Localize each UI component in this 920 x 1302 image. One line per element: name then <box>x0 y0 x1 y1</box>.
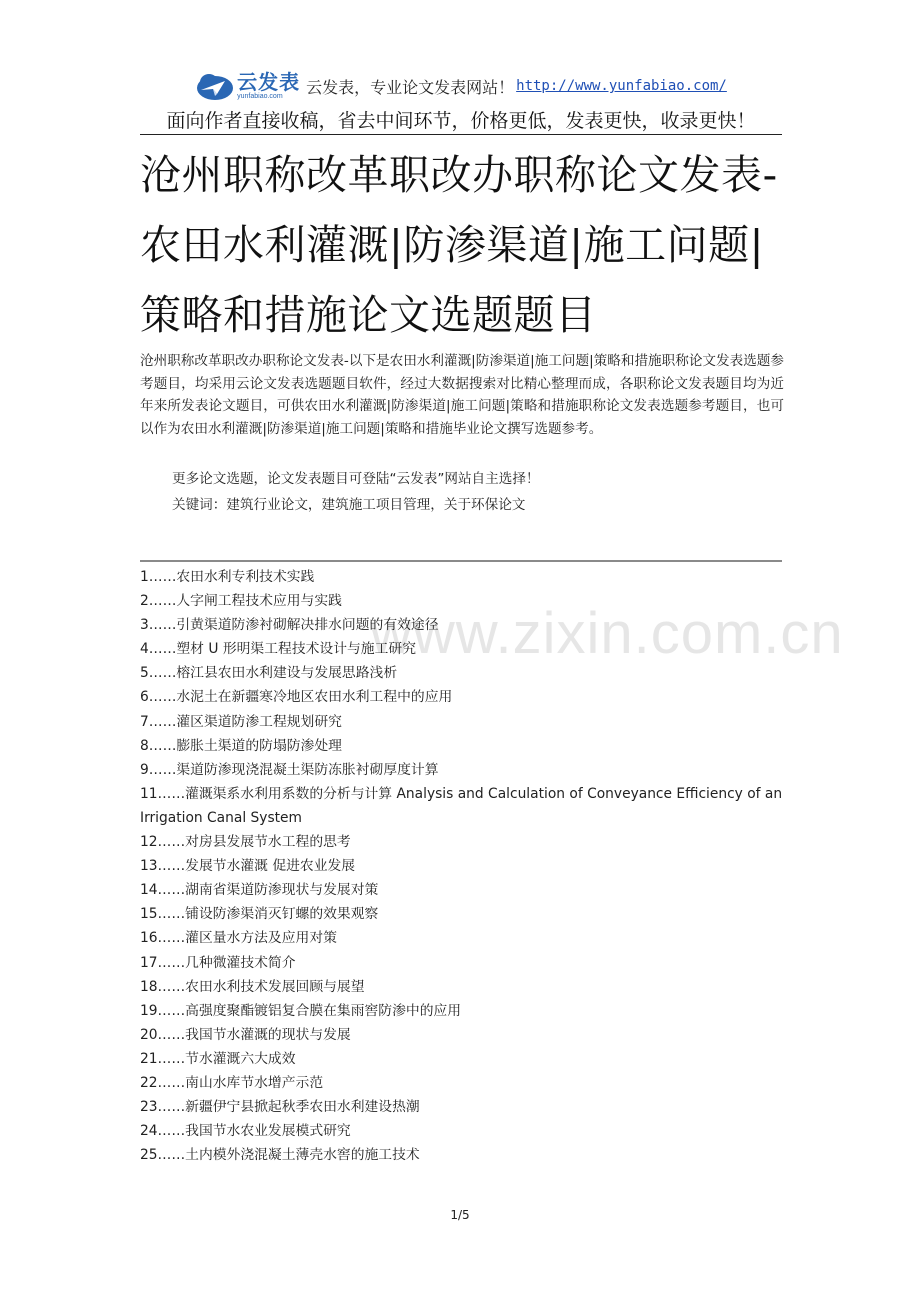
list-item: 20……我国节水灌溉的现状与发展 <box>140 1026 351 1043</box>
header-slogan: 云发表，专业论文发表网站！ <box>306 77 515 97</box>
document-title: 沧州职称改革职改办职称论文发表-农田水利灌溉|防渗渠道|施工问题|策略和措施论文选题题目 <box>140 151 778 339</box>
list-item: 24……我国节水农业发展模式研究 <box>140 1123 351 1140</box>
list-item: 1……农田水利专利技术实践 <box>140 569 315 585</box>
list-item: 11……灌溉渠系水利用系数的分析与计算 Analysis and Calculation of Conveyance Efficiency of an Irrigation Canal System <box>140 785 783 826</box>
logo-text: 云发表 <box>237 70 301 94</box>
list-item: 22……南山水库节水增产示范 <box>140 1074 324 1091</box>
cloud-plane-icon <box>195 70 235 102</box>
site-logo[interactable] <box>195 70 300 102</box>
header-tagline: 面向作者直接收稿，省去中间环节，价格更低，发表更快，收录更快！ <box>166 110 756 132</box>
list-item: 2……人字闸工程技术应用与实践 <box>140 593 342 610</box>
list-item: 23……新疆伊宁县掀起秋季农田水利建设热潮 <box>140 1099 420 1116</box>
list-item: 8……膨胀土渠道的防塌防渗处理 <box>140 737 342 754</box>
keywords-line: 关键词：建筑行业论文，建筑施工项目管理，关于环保论文 <box>172 497 526 513</box>
watermark-text: www.zixin.com.cn <box>370 601 844 666</box>
list-item: 9……渠道防渗现浇混凝土渠防冻胀衬砌厚度计算 <box>140 761 439 778</box>
list-item: 12……对房县发展节水工程的思考 <box>140 834 351 851</box>
page-header <box>140 66 782 135</box>
header-url-link[interactable]: http://www.yunfabiao.com/ <box>516 78 727 94</box>
list-item: 3……引黄渠道防渗衬砌解决排水问题的有效途径 <box>140 617 439 634</box>
header-brand-row <box>140 66 782 106</box>
list-item: 13……发展节水灌溉 促进农业发展 <box>140 858 356 875</box>
intro-paragraph: 沧州职称改革职改办职称论文发表-以下是农田水利灌溉|防渗渠道|施工问题|策略和措施职称论文发表选题参考题目，均采用云论文发表选题题目软件，经过大数据搜索对比精心整理而成，各职称论文发表题目均为近年来所发表论文题目，可供农田水利灌溉|防渗渠道|施工问题|策略和措施职称论文发表选题参考题目，也可以作为农田水利灌溉|防渗渠道|施工问题|策略和措施毕业论文撰写选题参考。 <box>140 353 784 437</box>
list-item: 16……灌区量水方法及应用对策 <box>140 930 337 947</box>
list-item: 14……湖南省渠道防渗现状与发展对策 <box>140 882 379 899</box>
topic-list <box>140 565 784 1167</box>
list-item: 21……节水灌溉六大成效 <box>140 1050 296 1067</box>
list-item: 5……榕江县农田水利建设与发展思路浅析 <box>140 665 398 682</box>
more-topics-note: 更多论文选题，论文发表题目可登陆“云发表”网站自主选择！ <box>172 471 540 487</box>
header-divider <box>140 134 782 135</box>
logo-subtext: yunfabiao.com <box>237 93 283 100</box>
list-divider <box>140 560 782 562</box>
list-item: 18……农田水利技术发展回顾与展望 <box>140 978 365 995</box>
list-item: 4……塑材 U 形明渠工程技术设计与施工研究 <box>140 641 416 658</box>
list-item: 7……灌区渠道防渗工程规划研究 <box>140 713 342 730</box>
page-number: 1/5 <box>450 1208 470 1222</box>
list-item: 25……土内模外浇混凝土薄壳水窖的施工技术 <box>140 1147 420 1164</box>
list-item: 17……几种微灌技术简介 <box>140 954 296 971</box>
list-item: 19……高强度聚酯镀铝复合膜在集雨窖防渗中的应用 <box>140 1002 462 1019</box>
list-item: 6……水泥土在新疆寒冷地区农田水利工程中的应用 <box>140 689 453 706</box>
list-item: 15……铺设防渗渠消灭钉螺的效果观察 <box>140 906 379 923</box>
